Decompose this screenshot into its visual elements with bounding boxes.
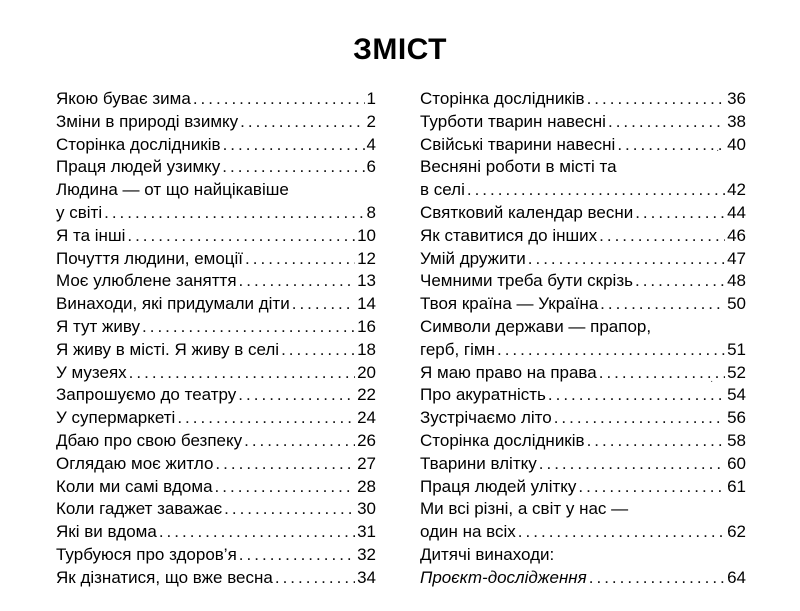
toc-entry-label: Ми всі різні, а світ у нас —	[420, 499, 629, 519]
toc-entry-label: Коли гаджет заважає	[56, 499, 223, 519]
leader-dots	[518, 521, 725, 544]
toc-entry-page: 10	[357, 225, 376, 245]
toc-entry-page: 30	[357, 499, 376, 519]
toc-entry[interactable]	[56, 293, 376, 316]
toc-entry-label: Сторінка дослідників	[420, 430, 585, 450]
toc-entry[interactable]	[420, 521, 746, 544]
leader-dots	[599, 362, 725, 385]
toc-entry-label: Коли ми самі вдома	[56, 476, 213, 496]
toc-entry[interactable]	[56, 270, 376, 293]
leader-dots	[539, 453, 725, 476]
leader-dots	[239, 270, 356, 293]
toc-entry-label: Я та інші	[56, 225, 126, 245]
leader-dots	[193, 88, 365, 111]
toc-entry[interactable]	[56, 498, 376, 521]
leader-dots	[599, 225, 725, 248]
toc-left-column	[56, 88, 376, 590]
toc-entry[interactable]	[420, 430, 746, 453]
toc-entry[interactable]	[420, 407, 746, 430]
toc-entry-label: герб, гімн	[420, 339, 495, 359]
toc-entry-label: Символи держави — прапор,	[420, 316, 652, 336]
toc-entry-page: 61	[727, 476, 746, 496]
toc-entry-page: 36	[727, 89, 746, 108]
toc-entry-page: 28	[357, 476, 376, 496]
toc-entry-page: 8	[366, 202, 376, 222]
toc-entry-label: Турбуюся про здоров’я	[56, 544, 237, 564]
print-speck: ·	[710, 376, 714, 387]
toc-entry-label: Весняні роботи в місті та	[420, 157, 617, 177]
toc-entry-label: Турботи тварин навесні	[420, 111, 606, 131]
leader-dots	[587, 430, 726, 453]
toc-entry[interactable]	[56, 362, 376, 385]
print-speck: ·	[716, 145, 720, 156]
leader-dots	[275, 567, 355, 590]
leader-dots	[215, 453, 355, 476]
toc-entry[interactable]	[56, 156, 376, 179]
toc-entry-page: 16	[357, 316, 376, 336]
toc-entry-label: Зміни в природі взимку	[56, 111, 239, 131]
toc-entry-label: Оглядаю моє житло	[56, 453, 214, 473]
toc-entry[interactable]	[56, 339, 376, 362]
toc-entry-page: 32	[357, 544, 376, 564]
toc-entry-label: Я живу в місті. Я живу в селі	[56, 339, 280, 359]
toc-entry[interactable]	[56, 407, 376, 430]
toc-entry[interactable]	[56, 111, 376, 134]
toc-entry-label: Свійські тварини навесні	[420, 134, 616, 154]
toc-entry-label: Святковий календар весни	[420, 202, 634, 222]
toc-entry[interactable]	[56, 476, 376, 499]
toc-entry-label: Зустрічаємо літо	[420, 408, 552, 428]
toc-entry-page: 64	[727, 567, 746, 587]
leader-dots	[104, 202, 364, 225]
toc-entry-page: 46	[727, 225, 746, 245]
toc-entry-label: Твоя країна — Україна	[420, 294, 599, 314]
leader-dots	[587, 88, 726, 111]
toc-entry-page: 24	[357, 408, 376, 428]
toc-entry[interactable]	[56, 567, 376, 590]
leader-dots	[578, 476, 725, 499]
toc-entry[interactable]	[56, 225, 376, 248]
toc-entry-first-line[interactable]	[420, 156, 746, 179]
toc-entry[interactable]	[420, 88, 746, 111]
leader-dots	[223, 134, 365, 157]
toc-entry[interactable]	[420, 225, 746, 248]
toc-entry[interactable]	[56, 384, 376, 407]
toc-entry-page: 48	[727, 271, 746, 291]
toc-entry-label: Праця людей улітку	[420, 476, 577, 496]
toc-entry[interactable]	[420, 111, 746, 134]
toc-entry-first-line[interactable]	[420, 544, 746, 567]
toc-entry-page: 2	[366, 111, 376, 131]
toc-entry[interactable]	[420, 453, 746, 476]
leader-dots	[224, 498, 355, 521]
leader-dots	[635, 270, 725, 293]
leader-dots	[244, 430, 355, 453]
leader-dots	[222, 156, 364, 179]
toc-entry[interactable]	[56, 430, 376, 453]
toc-entry-page: 20	[357, 362, 376, 382]
toc-entry[interactable]	[420, 476, 746, 499]
toc-entry-page: 62	[727, 522, 746, 542]
leader-dots	[245, 248, 355, 271]
toc-entry-page: 60	[727, 453, 746, 473]
toc-entry-label: Почуття людини, емоції	[56, 248, 244, 268]
toc-entry[interactable]	[420, 179, 746, 202]
toc-entry-label: Якою буває зима	[56, 89, 191, 108]
toc-entry[interactable]	[56, 316, 376, 339]
toc-entry[interactable]	[420, 567, 746, 590]
toc-entry-page: 56	[727, 408, 746, 428]
leader-dots	[129, 362, 355, 385]
toc-entry-label: Запрошуємо до театру	[56, 385, 237, 405]
toc-entry[interactable]	[56, 134, 376, 157]
toc-entry-page: 4	[366, 134, 376, 154]
toc-entry-page: 13	[357, 271, 376, 291]
leader-dots	[127, 225, 355, 248]
toc-entry-first-line[interactable]	[420, 316, 746, 339]
leader-dots	[589, 567, 725, 590]
leader-dots	[600, 293, 725, 316]
toc-entry-page: 47	[727, 248, 746, 268]
toc-entry-label: Винаходи, які придумали діти	[56, 294, 290, 314]
toc-entry[interactable]	[420, 384, 746, 407]
toc-entry-page: 31	[357, 522, 376, 542]
toc-entry-page: 6	[366, 157, 376, 177]
toc-entry-label: У музеях	[56, 362, 127, 382]
toc-entry[interactable]	[420, 293, 746, 316]
toc-entry-label: у світі	[56, 202, 103, 222]
toc-entry-label: Я тут живу	[56, 316, 141, 336]
toc-entry-first-line[interactable]	[56, 179, 376, 202]
leader-dots	[497, 339, 725, 362]
leader-dots	[467, 179, 725, 202]
toc-entry-label: Які ви вдома	[56, 522, 157, 542]
toc-entry-label: Чемними треба бути скрізь	[420, 271, 633, 291]
leader-dots	[292, 293, 355, 316]
toc-entry-page: 27	[357, 453, 376, 473]
toc-entry-page: 12	[357, 248, 376, 268]
toc-entry-page: 44	[727, 202, 746, 222]
toc-entry-page: 1	[366, 89, 376, 108]
toc-entry-label: Сторінка дослідників	[56, 134, 221, 154]
leader-dots	[159, 521, 355, 544]
toc-entry[interactable]	[420, 362, 746, 385]
toc-entry-page: 51	[727, 339, 746, 359]
leader-dots	[177, 407, 355, 430]
leader-dots	[635, 202, 725, 225]
leader-dots	[528, 248, 725, 271]
toc-entry[interactable]	[420, 339, 746, 362]
toc-entry[interactable]	[420, 248, 746, 271]
toc-entry-page: 42	[727, 180, 746, 200]
toc-entry-page: 54	[727, 385, 746, 405]
toc-entry[interactable]	[56, 202, 376, 225]
toc-entry-label: Праця людей узимку	[56, 157, 221, 177]
toc-right-column	[420, 88, 746, 590]
toc-entry-first-line[interactable]	[420, 498, 746, 521]
toc-entry-label: Моє улюблене заняття	[56, 271, 237, 291]
toc-entry[interactable]	[56, 248, 376, 271]
toc-entry-label: один на всіх	[420, 522, 516, 542]
leader-dots	[548, 384, 725, 407]
toc-entry-label: Людина — от що найцікавіше	[56, 180, 289, 200]
leader-dots	[215, 476, 356, 499]
toc-entry[interactable]	[56, 544, 376, 567]
toc-entry-page: 34	[357, 567, 376, 587]
toc-entry[interactable]	[56, 453, 376, 476]
toc-entry[interactable]	[420, 202, 746, 225]
leader-dots	[238, 384, 355, 407]
toc-entry-page: 22	[357, 385, 376, 405]
leader-dots	[554, 407, 725, 430]
toc-entry-label: Про акуратність	[420, 385, 546, 405]
toc-entry[interactable]	[56, 521, 376, 544]
toc-entry-label: Дбаю про свою безпеку	[56, 430, 243, 450]
leader-dots	[617, 134, 725, 157]
leader-dots	[281, 339, 355, 362]
toc-entry-label: Сторінка дослідників	[420, 89, 585, 108]
page-title: ЗМІСТ	[353, 33, 447, 66]
toc-entry-label: Як ставитися до інших	[420, 225, 598, 245]
toc-entry-page: 50	[727, 294, 746, 314]
toc-entry-label: Проєкт-дослідження	[420, 567, 587, 587]
leader-dots	[608, 111, 725, 134]
toc-entry-label: У супермаркеті	[56, 408, 176, 428]
leader-dots	[142, 316, 355, 339]
toc-entry-label: Умій дружити	[420, 248, 526, 268]
toc-entry[interactable]	[56, 88, 376, 111]
toc-entry-page: 38	[727, 111, 746, 131]
toc-entry[interactable]	[420, 270, 746, 293]
toc-entry-page: 18	[357, 339, 376, 359]
toc-entry-page: 14	[357, 294, 376, 314]
toc-entry-page: 26	[357, 430, 376, 450]
toc-entry-label: Дитячі винаходи:	[420, 544, 555, 564]
toc-entry-label: Тварини влітку	[420, 453, 537, 473]
toc-entry-label: в селі	[420, 180, 465, 200]
toc-entry-page: 40	[727, 134, 746, 154]
toc-entry-page: 52	[727, 362, 746, 382]
leader-dots	[239, 544, 355, 567]
leader-dots	[240, 111, 364, 134]
toc-entry[interactable]	[420, 134, 746, 157]
toc-entry-label: Я маю право на права	[420, 362, 597, 382]
toc-entry-label: Як дізнатися, що вже весна	[56, 567, 273, 587]
toc-entry-page: 58	[727, 430, 746, 450]
